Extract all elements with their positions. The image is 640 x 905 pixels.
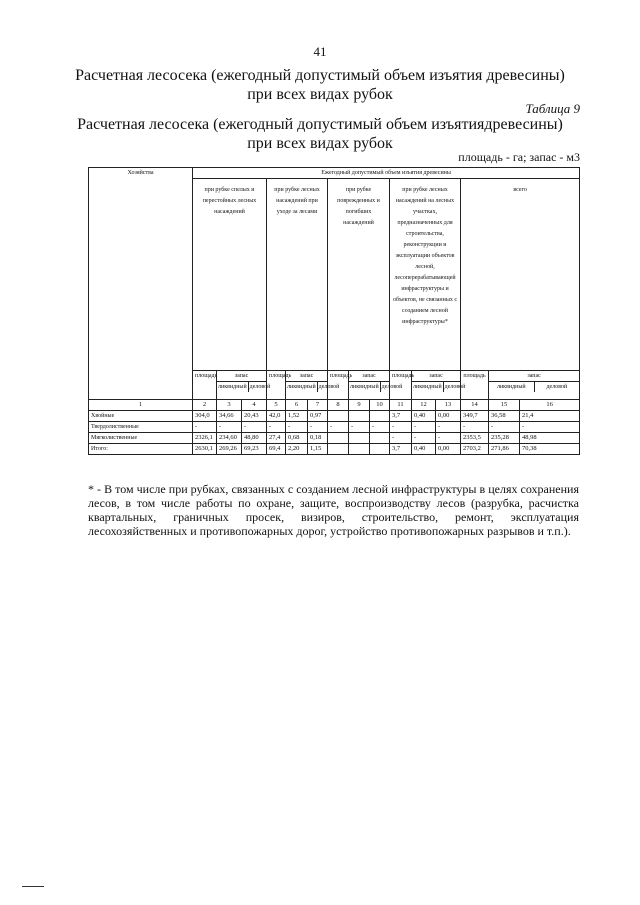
row-label: Итого: <box>89 444 193 455</box>
table-cell: - <box>217 422 242 433</box>
col-index: 13 <box>436 400 461 411</box>
table-cell: 3,7 <box>390 411 412 422</box>
sub-stock: запас <box>489 371 579 382</box>
col-index: 5 <box>267 400 286 411</box>
row-label: Мягколиственные <box>89 433 193 444</box>
table-title <box>60 115 580 153</box>
table-cell: 48,80 <box>242 433 267 444</box>
table-cell <box>328 433 349 444</box>
units-note: площадь - га; запас - м3 <box>458 150 580 164</box>
table-cell <box>370 444 390 455</box>
table-cell: - <box>390 422 412 433</box>
table-cell: 69,23 <box>242 444 267 455</box>
sub-area: площадь <box>461 371 489 400</box>
table-row <box>89 411 580 422</box>
table-cell: 0,40 <box>412 444 436 455</box>
table-cell: - <box>489 422 520 433</box>
table-cell: 69,4 <box>267 444 286 455</box>
col-index: 10 <box>370 400 390 411</box>
table-cell: - <box>328 422 349 433</box>
table-cell: - <box>242 422 267 433</box>
col-index: 16 <box>520 400 580 411</box>
table-cell: - <box>412 433 436 444</box>
table-title-line-1: Расчетная лесосека (ежегодный допустимый объем изъятиядревесины) <box>77 116 563 133</box>
sub-stock: запас <box>412 371 460 382</box>
header-group-3: при рубке поврежденных и погибших насаждений <box>328 179 390 371</box>
sub-business: деловой <box>318 384 340 390</box>
table-cell: 0,18 <box>308 433 328 444</box>
table-cell: 349,7 <box>461 411 489 422</box>
table-cell <box>370 411 390 422</box>
table-cell: - <box>390 433 412 444</box>
table-cell: 0,68 <box>286 433 308 444</box>
header-row-1 <box>89 168 580 179</box>
table-cell: 34,66 <box>217 411 242 422</box>
title-line-2: при всех видах рубок <box>247 86 393 103</box>
sub-area: площадь <box>193 371 217 400</box>
table-cell: 20,43 <box>242 411 267 422</box>
table-cell <box>328 411 349 422</box>
table-cell: - <box>436 422 461 433</box>
row-label: Твердолиственные <box>89 422 193 433</box>
table-cell: 70,38 <box>520 444 580 455</box>
table-cell: 2353,5 <box>461 433 489 444</box>
table-cell: 304,0 <box>193 411 217 422</box>
table-cell: - <box>370 422 390 433</box>
table-cell: 21,4 <box>520 411 580 422</box>
col-index: 4 <box>242 400 267 411</box>
table-cell: 27,4 <box>267 433 286 444</box>
column-index-row <box>89 400 580 411</box>
sub-stock-block <box>349 371 403 400</box>
col-index: 2 <box>193 400 217 411</box>
header-main: Ежегодный допустимый объем изъятия древесины <box>193 168 580 179</box>
col-index: 1 <box>89 400 193 411</box>
footnote: * - В том числе при рубках, связанных с созданием лесной инфраструктуры в целях сохранения лесов, в том числе работы по охране, защите, воспроизводству лесов (разрубка, расчистка квартальных, граничных просек, визиров, строительство, ремонт, эксплуатация лесохозяйственных и противопожарных дорог, устройство противопожарных разрывов и т.п.). <box>88 482 579 538</box>
header-group-1: при рубке спелых и перестойных лесных насаждений <box>193 179 267 371</box>
table-cell: 48,98 <box>520 433 580 444</box>
table-cell: 0,40 <box>412 411 436 422</box>
title-line-1: Расчетная лесосека (ежегодный допустимый объем изъятия древесины) <box>75 67 565 84</box>
col-index: 7 <box>308 400 328 411</box>
table-row <box>89 433 580 444</box>
col-index: 9 <box>349 400 370 411</box>
table-cell: - <box>461 422 489 433</box>
table-cell: 269,26 <box>217 444 242 455</box>
table-cell: 1,52 <box>286 411 308 422</box>
table-cell: - <box>286 422 308 433</box>
col-index: 3 <box>217 400 242 411</box>
table-cell <box>328 444 349 455</box>
table-cell: 2,20 <box>286 444 308 455</box>
sub-business: деловой <box>381 384 403 390</box>
sub-stock-block <box>412 371 466 400</box>
table-row <box>89 422 580 433</box>
table-cell: 2703,2 <box>461 444 489 455</box>
sub-stock: запас <box>217 371 266 382</box>
page-corner-mark <box>22 886 44 887</box>
header-farms: Хозяйства <box>89 168 193 400</box>
row-label: Хвойные <box>89 411 193 422</box>
table-cell: - <box>267 422 286 433</box>
sub-area: площадь <box>267 371 286 400</box>
table-cell: 36,58 <box>489 411 520 422</box>
sub-liquid: ликвидный <box>350 384 379 390</box>
table-row <box>89 444 580 455</box>
table-cell: - <box>349 422 370 433</box>
table-cell: 234,60 <box>217 433 242 444</box>
sub-stock-block <box>489 371 580 400</box>
sub-liquid: ликвидный <box>413 384 442 390</box>
table-cell <box>349 411 370 422</box>
col-index: 15 <box>489 400 520 411</box>
table-title-line-2: при всех видах рубок <box>247 135 393 152</box>
sub-liquid: ликвидный <box>218 384 247 390</box>
table-cell: 0,00 <box>436 411 461 422</box>
sub-area: площадь <box>328 371 349 400</box>
table-cell: 42,0 <box>267 411 286 422</box>
table-cell <box>349 433 370 444</box>
header-group-4: при рубке лесных насаждений на лесных участках, предназначенных для строительства, реконструкции и эксплуатации объектов лесной, лесоперерабатывающей инфраструктуры и объектов, не связанных с созданием лесной инфраструктуры* <box>390 179 461 371</box>
col-index: 8 <box>328 400 349 411</box>
header-group-5: всего <box>461 179 580 371</box>
table-cell: - <box>412 422 436 433</box>
table-cell: 2326,1 <box>193 433 217 444</box>
table-cell: - <box>308 422 328 433</box>
table-cell: 271,86 <box>489 444 520 455</box>
table-label: Таблица 9 <box>525 101 580 116</box>
table-cell <box>349 444 370 455</box>
sub-stock-block <box>217 371 271 400</box>
table-cell: 0,00 <box>436 444 461 455</box>
data-table <box>88 167 580 455</box>
sub-liquid: ликвидный <box>287 384 316 390</box>
table-cell <box>370 433 390 444</box>
document-title <box>60 66 580 104</box>
col-index: 11 <box>390 400 412 411</box>
col-index: 14 <box>461 400 489 411</box>
data-rows <box>89 411 580 455</box>
col-index: 6 <box>286 400 308 411</box>
table-cell: - <box>193 422 217 433</box>
table-cell: 2630,1 <box>193 444 217 455</box>
table-cell: - <box>436 433 461 444</box>
table-cell: 0,97 <box>308 411 328 422</box>
col-index: 12 <box>412 400 436 411</box>
table-cell: 3,7 <box>390 444 412 455</box>
sub-business: деловой <box>444 384 466 390</box>
sub-stock: запас <box>286 371 327 382</box>
sub-stock: запас <box>349 371 389 382</box>
sub-business: деловой <box>546 384 568 390</box>
sub-area: площадь <box>390 371 412 400</box>
table-cell: - <box>520 422 580 433</box>
page-number: 41 <box>313 44 327 59</box>
sub-stock-block <box>286 371 340 400</box>
header-group-2: при рубке лесных насаждений при уходе за лесами <box>267 179 328 371</box>
sub-business: деловой <box>249 384 271 390</box>
table-cell: 235,28 <box>489 433 520 444</box>
sub-liquid: ликвидный <box>489 382 535 392</box>
table-cell: 1,15 <box>308 444 328 455</box>
